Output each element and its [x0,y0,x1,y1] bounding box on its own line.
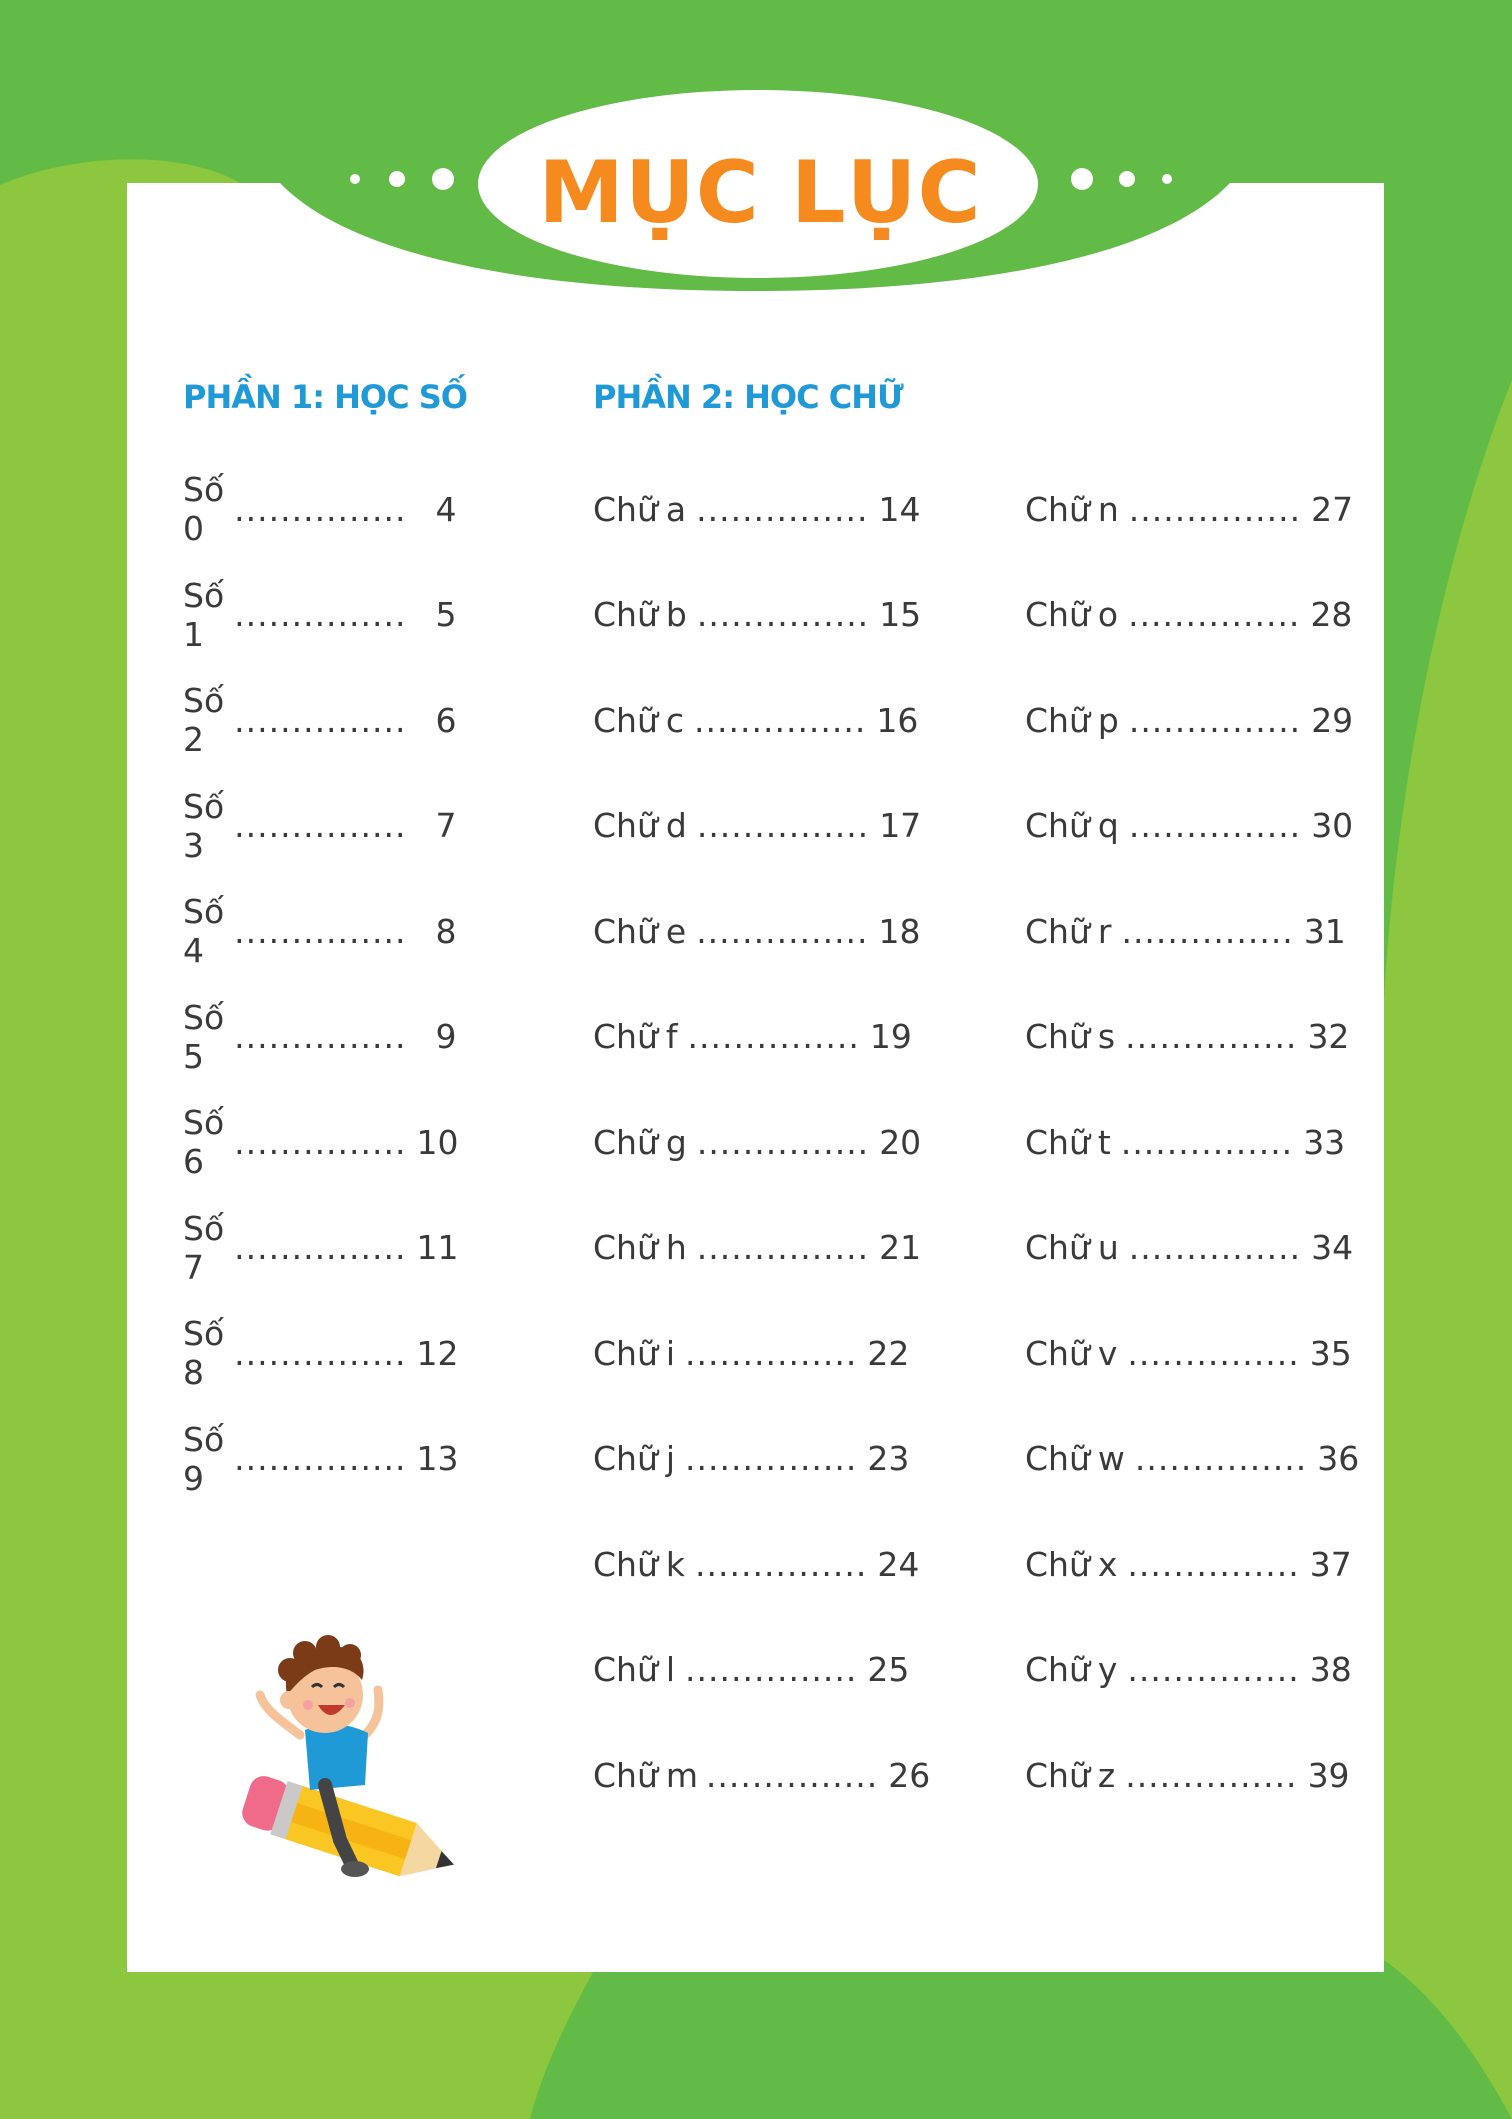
toc-entry-dots: ............... [234,1228,407,1267]
toc-entry-label: Chữ [593,489,658,529]
toc-entry-page: 16 [876,700,919,740]
toc-entry-page: 28 [1310,595,1353,634]
toc-entry-dots: ............... [695,1544,868,1584]
toc-entry-letter: r [1097,911,1112,951]
toc-entry-label: Chữ [593,1544,658,1584]
toc-entry-label: Số 1 [183,575,225,654]
toc-entry-dots: ............... [234,1439,407,1478]
section-heading-letters: PHẦN 2: HỌC CHỮ [593,378,903,416]
toc-entry-label: Chữ [1025,700,1090,740]
toc-entry-label: Chữ [593,595,658,634]
toc-entry-page: 24 [877,1544,920,1584]
toc-entry-letter: w [1097,1439,1125,1478]
toc-entry[interactable] [593,1751,931,1799]
toc-entry-page: 19 [869,1017,912,1056]
toc-entry-page: 12 [416,1333,459,1373]
toc-entry-dots: ............... [1128,489,1302,529]
toc-entry[interactable] [593,907,921,955]
toc-entry-dots: ............... [1121,911,1294,951]
toc-entry[interactable] [1025,485,1354,533]
toc-entry-dots: ............... [696,595,870,634]
toc-entry-page: 18 [878,911,921,951]
toc-entry[interactable] [183,892,457,970]
toc-entry-page: 30 [1311,806,1354,845]
toc-entry-letter: x [1097,1544,1118,1584]
toc-entry-page: 37 [1309,1544,1352,1584]
toc-entry-page: 39 [1307,1755,1350,1795]
toc-entry-label: Chữ [1025,1755,1090,1795]
toc-entry-label: Số 0 [183,470,225,548]
toc-entry-dots: ............... [234,1017,407,1056]
toc-entry-label: Số 6 [183,1103,225,1181]
toc-entry-dots: ............... [1128,595,1301,634]
toc-entry[interactable] [183,1314,459,1392]
toc-entry[interactable] [183,786,457,865]
toc-entry-label: Chữ [1025,1122,1090,1162]
toc-entry[interactable] [593,1646,910,1694]
toc-entry-page: 36 [1317,1439,1360,1478]
toc-entry-page: 5 [435,595,457,634]
toc-entry-letter: n [1097,489,1119,529]
toc-entry-letter: e [665,911,687,951]
toc-entry-label: Chữ [593,911,658,951]
toc-entry-dots: ............... [696,1122,870,1162]
toc-entry-label: Chữ [1025,595,1090,634]
toc-entry-page: 27 [1311,489,1354,529]
toc-entry-letter: b [665,595,687,634]
toc-entry-page: 33 [1303,1122,1346,1162]
toc-entry-label: Số 7 [183,1208,225,1287]
toc-entry[interactable] [183,575,457,654]
toc-entry-page: 14 [878,489,921,529]
toc-entry-page: 32 [1307,1017,1350,1056]
toc-entry-letter: u [1097,1228,1119,1267]
toc-entry-page: 9 [435,1017,457,1056]
toc-entry-label: Chữ [1025,1544,1090,1584]
toc-entry-letter: i [665,1333,676,1373]
toc-entry-label: Chữ [593,806,658,845]
toc-entry-dots: ............... [1127,1544,1300,1584]
toc-entry-dots: ............... [234,489,407,529]
toc-entry[interactable] [183,1419,459,1498]
toc-entry-page: 8 [435,911,457,951]
toc-entry-label: Chữ [1025,1017,1090,1056]
toc-entry-letter: h [665,1228,687,1267]
toc-entry-dots: ............... [694,700,867,740]
toc-entry-letter: t [1097,1122,1111,1162]
toc-entry[interactable] [1025,696,1354,744]
toc-entry-label: Chữ [1025,1333,1090,1373]
toc-entry[interactable] [183,1208,459,1287]
toc-entry-page: 22 [867,1333,910,1373]
toc-entry-letter: p [1097,700,1119,740]
toc-entry-label: Chữ [593,1650,658,1689]
toc-entry[interactable] [183,1103,459,1181]
toc-entry[interactable] [1025,1751,1350,1799]
toc-entry[interactable] [593,1118,922,1166]
toc-entry-letter: s [1097,1017,1116,1056]
toc-entry-page: 25 [867,1650,910,1689]
toc-entry-dots: ............... [1127,1333,1300,1373]
toc-entry[interactable] [1025,591,1353,639]
toc-entry-letter: v [1097,1333,1118,1373]
toc-entry-label: Chữ [593,700,658,740]
toc-entry-dots: ............... [1120,1122,1294,1162]
toc-entry[interactable] [593,802,922,850]
toc-entry-page: 20 [879,1122,922,1162]
toc-entry[interactable] [1025,1118,1346,1166]
toc-entry-page: 21 [879,1228,922,1267]
toc-entry-letter: d [665,806,687,845]
toc-entry-dots: ............... [685,1439,858,1478]
toc-entry[interactable] [1025,1435,1360,1483]
toc-entry-dots: ............... [234,595,407,634]
toc-entry-dots: ............... [1128,1228,1302,1267]
toc-entry-page: 29 [1311,700,1354,740]
toc-entry-label: Chữ [1025,1439,1090,1478]
toc-entry-label: Chữ [593,1017,658,1056]
toc-entry[interactable] [1025,1013,1350,1061]
toc-entry[interactable] [1025,1540,1352,1588]
toc-entry[interactable] [593,1013,912,1061]
toc-entry-label: Số 9 [183,1419,225,1498]
toc-entry-label: Chữ [1025,806,1090,845]
toc-entry-page: 7 [435,806,457,845]
toc-entry-dots: ............... [234,700,407,740]
toc-entry-letter: g [665,1122,687,1162]
toc-entry[interactable] [1025,1646,1352,1694]
page-title: MỤC LỤC [538,143,982,243]
toc-entry[interactable] [593,1224,922,1272]
toc-entry-page: 4 [435,489,457,529]
toc-entry-letter: z [1097,1755,1116,1795]
toc-entry-dots: ............... [1128,806,1302,845]
toc-entry[interactable] [593,1329,910,1377]
toc-entry-label: Chữ [593,1755,658,1795]
kid-riding-pencil-icon [230,1625,470,1890]
toc-entry-dots: ............... [1128,700,1302,740]
toc-entry[interactable] [593,485,921,533]
toc-entry-dots: ............... [696,911,869,951]
toc-entry-page: 35 [1309,1333,1352,1373]
toc-entry-dots: ............... [1134,1439,1308,1478]
section-heading-numbers: PHẦN 1: HỌC SỐ [183,378,467,416]
toc-entry-label: Chữ [593,1228,658,1267]
toc-entry-dots: ............... [234,1333,407,1373]
toc-entry[interactable] [1025,1329,1352,1377]
toc-entry[interactable] [593,1435,910,1483]
toc-entry-letter: y [1097,1650,1118,1689]
toc-entry[interactable] [1025,1224,1354,1272]
toc-entry-letter: a [665,489,687,529]
toc-entry[interactable] [183,681,457,759]
toc-entry-page: 38 [1309,1650,1352,1689]
toc-entry-label: Chữ [1025,1228,1090,1267]
toc-entry-letter: k [665,1544,685,1584]
toc-entry-dots: ............... [234,911,407,951]
toc-entry-dots: ............... [685,1333,858,1373]
toc-entry-page: 26 [888,1755,931,1795]
toc-entry-page: 13 [416,1439,459,1478]
toc-entry-label: Chữ [1025,1650,1090,1689]
toc-entry-dots: ............... [696,489,869,529]
toc-entry-dots: ............... [687,1017,860,1056]
toc-entry-dots: ............... [696,1228,870,1267]
toc-entry-dots: ............... [705,1755,879,1795]
toc-entry-page: 10 [416,1122,459,1162]
toc-entry[interactable] [183,997,457,1076]
toc-entry-letter: f [665,1017,678,1056]
toc-entry[interactable] [183,470,457,548]
toc-entry-page: 34 [1311,1228,1354,1267]
toc-entry-label: Chữ [1025,911,1090,951]
toc-entry[interactable] [593,696,919,744]
toc-entry-dots: ............... [1125,1755,1298,1795]
toc-entry-page: 15 [879,595,922,634]
toc-entry-label: Chữ [593,1122,658,1162]
toc-entry-dots: ............... [234,806,407,845]
toc-entry-dots: ............... [696,806,870,845]
toc-entry-label: Số 2 [183,681,225,759]
toc-entry-page: 17 [879,806,922,845]
toc-entry-label: Số 4 [183,892,225,970]
toc-entry-dots: ............... [1125,1017,1298,1056]
toc-entry-page: 6 [435,700,457,740]
toc-entry-label: Chữ [593,1333,658,1373]
toc-entry-label: Chữ [593,1439,658,1478]
toc-entry-dots: ............... [685,1650,858,1689]
toc-entry-letter: c [665,700,685,740]
toc-entry-label: Chữ [1025,489,1090,529]
toc-entry-letter: o [1097,595,1119,634]
toc-entry-page: 31 [1303,911,1346,951]
toc-entry-letter: m [665,1755,699,1795]
toc-entry[interactable] [1025,802,1354,850]
toc-entry-dots: ............... [234,1122,407,1162]
toc-entry[interactable] [593,591,922,639]
toc-entry-page: 23 [867,1439,910,1478]
toc-entry-label: Số 3 [183,786,225,865]
toc-entry[interactable] [1025,907,1346,955]
toc-entry-dots: ............... [1127,1650,1300,1689]
toc-entry-label: Số 8 [183,1314,225,1392]
toc-entry-letter: j [665,1439,676,1478]
toc-entry[interactable] [593,1540,920,1588]
toc-entry-letter: q [1097,806,1119,845]
toc-entry-page: 11 [416,1228,459,1267]
toc-entry-letter: l [665,1650,676,1689]
toc-entry-label: Số 5 [183,997,225,1076]
